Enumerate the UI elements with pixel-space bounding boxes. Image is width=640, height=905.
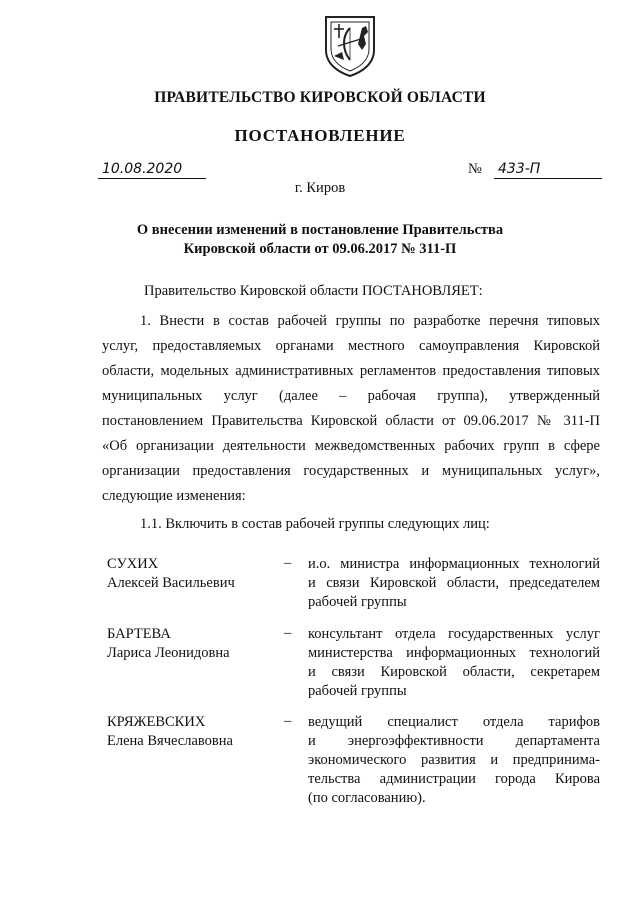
- description-line: тельства администрации города Кирова: [308, 771, 600, 787]
- intro-paragraph: Правительство Кировской области ПОСТАНОВЛЯЕТ:: [144, 283, 483, 299]
- description-line: и связи Кировской области, председателем: [308, 575, 600, 591]
- paragraph-line: услуг, предоставляемых органами местного самоуправления Кировской: [102, 338, 600, 354]
- subparagraph: 1.1. Включить в состав рабочей группы следующих лиц:: [140, 516, 490, 532]
- member-name: [107, 713, 233, 751]
- member-given-name: Алексей Васильевич: [107, 575, 235, 591]
- description-line: рабочей группы: [308, 683, 407, 699]
- document-title: [0, 221, 640, 259]
- member-name: [107, 555, 235, 593]
- paragraph-line: следующие изменения:: [102, 488, 246, 504]
- description-line: консультант отдела государственных услуг: [308, 626, 600, 642]
- member-description: [308, 713, 600, 808]
- description-line: и энергоэффективности департамента: [308, 733, 600, 749]
- paragraph-line: муниципальных услуг (далее – рабочая группа), утвержденный: [102, 388, 600, 404]
- number-sign: №: [468, 161, 482, 177]
- member-given-name: Лариса Леонидовна: [107, 645, 230, 661]
- description-line: и.о. министра информационных технологий: [308, 556, 600, 572]
- member-given-name: Елена Вячеславовна: [107, 733, 233, 749]
- document-number: 433-П: [494, 161, 602, 179]
- paragraph-line: 1. Внести в состав рабочей группы по разработке перечня типовых: [140, 313, 600, 329]
- title-line-2: Кировской области от 09.06.2017 № 311-П: [183, 241, 457, 257]
- coat-of-arms-emblem: [322, 14, 378, 78]
- member-surname: КРЯЖЕВСКИХ: [107, 714, 206, 730]
- description-line: министерства информационных технологий: [308, 645, 600, 661]
- member-description: [308, 555, 600, 612]
- city: г. Киров: [294, 180, 346, 196]
- member-name: [107, 625, 230, 663]
- member-surname: СУХИХ: [107, 556, 159, 572]
- description-line: (по согласованию).: [308, 790, 426, 806]
- member-description: [308, 625, 600, 701]
- description-line: рабочей группы: [308, 594, 407, 610]
- description-line: и связи Кировской области, секретарем: [308, 664, 600, 680]
- title-line-1: О внесении изменений в постановление Правительства: [136, 222, 504, 238]
- paragraph-line: области, модельных административных регламентов предоставления типовых: [102, 363, 600, 379]
- description-line: экономического развития и предпринима-: [308, 752, 600, 768]
- member-dash: –: [284, 713, 292, 729]
- member-dash: –: [284, 625, 292, 641]
- paragraph-line: постановлением Правительства Кировской области от 09.06.2017 № 311-П: [102, 413, 600, 429]
- document-date: 10.08.2020: [98, 161, 206, 179]
- government-name: ПРАВИТЕЛЬСТВО КИРОВСКОЙ ОБЛАСТИ: [154, 89, 486, 106]
- member-dash: –: [284, 555, 292, 571]
- paragraph-line: организации предоставления государственных и муниципальных услуг»,: [102, 463, 600, 479]
- document-type: ПОСТАНОВЛЕНИЕ: [234, 126, 406, 145]
- paragraph-line: «Об организации деятельности межведомственных рабочих групп в сфере: [102, 438, 600, 454]
- member-surname: БАРТЕВА: [107, 626, 171, 642]
- description-line: ведущий специалист отдела тарифов: [308, 714, 600, 730]
